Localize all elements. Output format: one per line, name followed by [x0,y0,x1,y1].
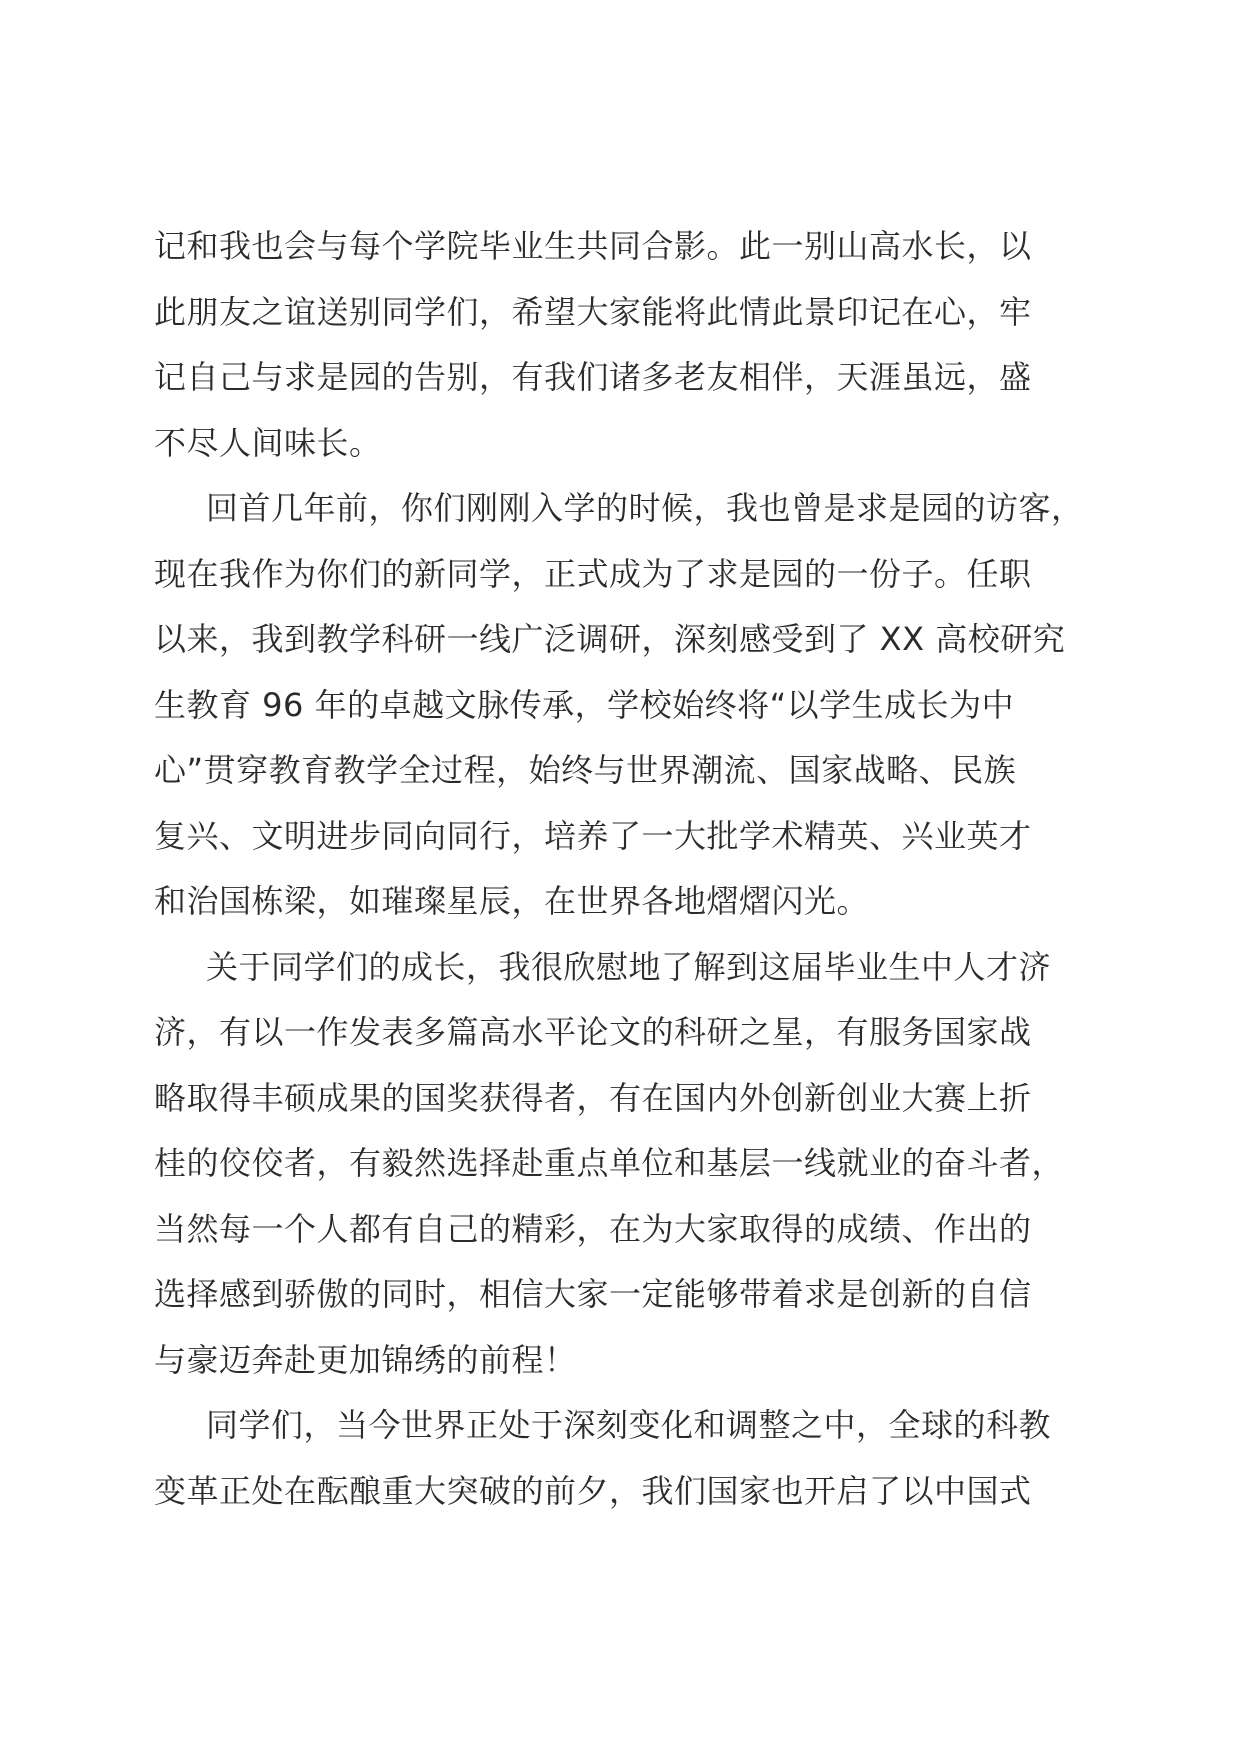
paragraph-1 [154,214,1114,476]
paragraph-2 [154,476,1114,935]
text-line: 不尽人间味长。 [154,423,382,462]
paragraph-3 [154,935,1114,1394]
text-line: 回首几年前，你们刚刚入学的时候，我也曾是求是园的访客， [206,489,1084,527]
text-line: 复兴、文明进步同向同行，培养了一大批学术精英、兴业英才 [154,816,1032,855]
text-line: 关于同学们的成长，我很欣慰地了解到这届毕业生中人才济 [206,947,1052,986]
text-line: 以来，我到教学科研一线广泛调研，深刻感受到了 XX 高校研究 [154,620,1066,658]
text-line: 现在我作为你们的新同学，正式成为了求是园的一份子。任职 [154,554,1032,593]
text-line: 与豪迈奔赴更加锦绣的前程！ [154,1340,577,1379]
text-line: 选择感到骄傲的同时，相信大家一定能够带着求是创新的自信 [154,1275,1032,1313]
text-line: 和治国栋梁，如璀璨星辰，在世界各地熠熠闪光。 [154,882,870,920]
text-line: 心”贯穿教育教学全过程，始终与世界潮流、国家战略、民族 [154,751,1017,789]
text-line: 同学们，当今世界正处于深刻变化和调整之中，全球的科教 [206,1406,1052,1444]
text-line: 记自己与求是园的告别，有我们诸多老友相伴，天涯虽远，盛 [154,358,1032,396]
text-line: 桂的佼佼者，有毅然选择赴重点单位和基层一线就业的奋斗者， [154,1144,1065,1182]
paragraph-4 [154,1393,1114,1524]
text-line: 济，有以一作发表多篇高水平论文的科研之星，有服务国家战 [154,1013,1032,1051]
text-line: 生教育 96 年的卓越文脉传承，学校始终将“以学生成长为中 [154,685,1015,724]
text-line: 当然每一个人都有自己的精彩，在为大家取得的成绩、作出的 [154,1209,1032,1248]
text-line: 此朋友之谊送别同学们，希望大家能将此情此景印记在心，牢 [154,292,1032,331]
text-line: 变革正处在酝酿重大突破的前夕，我们国家也开启了以中国式 [154,1471,1032,1510]
body-text [154,214,1114,1524]
text-line: 记和我也会与每个学院毕业生共同合影。此一别山高水长，以 [154,227,1032,265]
text-line: 略取得丰硕成果的国奖获得者，有在国内外创新创业大赛上折 [154,1078,1032,1117]
